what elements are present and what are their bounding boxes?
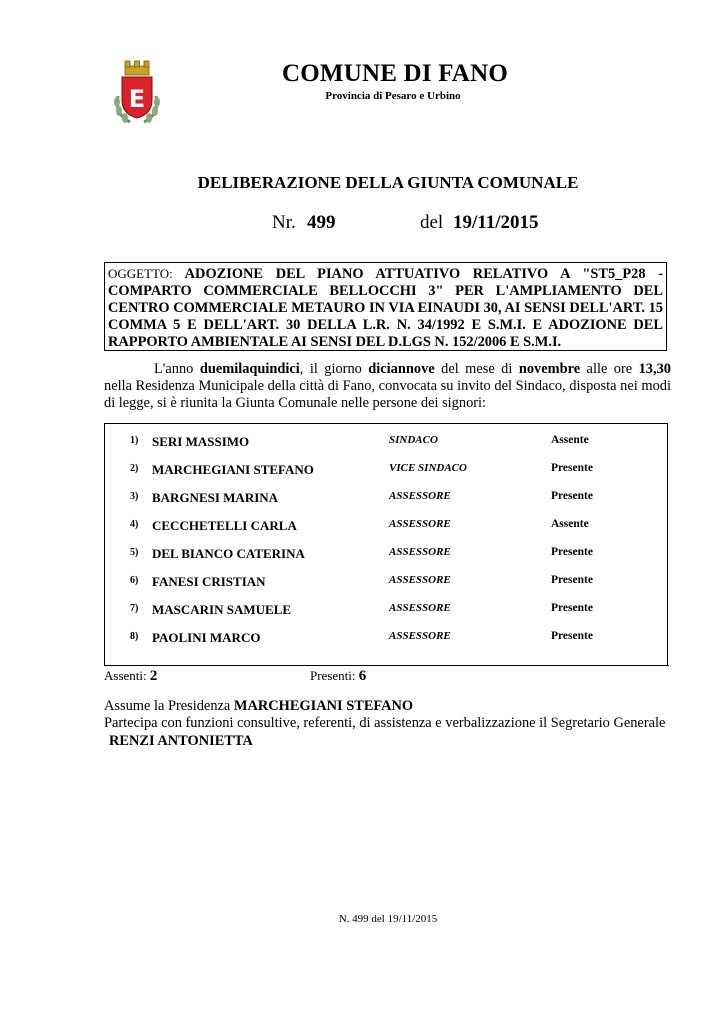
member-row	[105, 572, 665, 592]
member-number: 2)	[130, 463, 139, 474]
province-subtitle: Provincia di Pesaro e Urbino	[325, 90, 461, 102]
date-label: del	[420, 212, 444, 233]
member-row	[105, 488, 665, 508]
member-role: ASSESSORE	[389, 518, 451, 530]
deliberation-number: 499	[307, 212, 336, 233]
member-status: Assente	[551, 518, 589, 530]
member-name: CECCHETELLI CARLA	[152, 518, 297, 533]
member-row	[105, 460, 665, 480]
number-label: Nr.	[272, 212, 296, 233]
member-role: ASSESSORE	[389, 602, 451, 614]
member-role: ASSESSORE	[389, 630, 451, 642]
crest-letter: E	[128, 85, 146, 113]
intro-day: diciannove	[368, 361, 435, 377]
member-status: Presente	[551, 490, 593, 502]
member-role: VICE SINDACO	[389, 462, 467, 474]
member-status: Presente	[551, 546, 593, 558]
member-role: ASSESSORE	[389, 546, 451, 558]
members-table	[104, 423, 668, 665]
intro-month: novembre	[518, 361, 581, 377]
member-number: 4)	[130, 519, 139, 530]
member-role: SINDACO	[389, 434, 438, 446]
secretary-line: Partecipa con funzioni consultive, referenti, di assistenza e verbalizzazione il Segretario Generale	[104, 715, 666, 731]
member-status: Assente	[551, 434, 589, 446]
oggetto-box	[104, 262, 667, 351]
member-row	[105, 544, 665, 564]
member-row	[105, 628, 665, 648]
member-name: FANESI CRISTIAN	[152, 574, 266, 589]
member-row	[105, 600, 665, 620]
member-number: 6)	[130, 575, 139, 586]
member-name: MASCARIN SAMUELE	[152, 602, 292, 617]
member-number: 8)	[130, 631, 139, 642]
member-row	[105, 516, 665, 536]
secretary-name: RENZI ANTONIETTA	[109, 733, 253, 749]
member-status: Presente	[551, 462, 593, 474]
member-row	[105, 432, 665, 452]
member-name: DEL BIANCO CATERINA	[152, 546, 305, 561]
member-name: PAOLINI MARCO	[152, 630, 261, 645]
deliberation-date: 19/11/2015	[453, 212, 539, 233]
member-number: 7)	[130, 603, 139, 614]
member-status: Presente	[551, 630, 593, 642]
presidenza-line: Assume la Presidenza MARCHEGIANI STEFANO	[104, 698, 414, 714]
intro-paragraph: L'anno duemilaquindici, il giorno diciannove del mese di novembre alle ore 13,30 nella Residenza Municipale della città di Fano, convocata su invito del Sindaco, disposta nei modi di legge, si è riunita la Giunta Comunale nelle persone dei signori:	[104, 361, 671, 411]
oggetto-label: OGGETTO:	[108, 266, 173, 281]
assenti-count: Assenti: 2	[104, 668, 158, 684]
member-name: SERI MASSIMO	[152, 434, 250, 449]
intro-year: duemilaquindici	[199, 361, 300, 377]
page-footer: N. 499 del 19/11/2015	[338, 913, 438, 925]
member-name: MARCHEGIANI STEFANO	[152, 462, 314, 477]
member-status: Presente	[551, 574, 593, 586]
president-name: MARCHEGIANI STEFANO	[233, 698, 414, 714]
member-role: ASSESSORE	[389, 490, 451, 502]
intro-time: 13,30	[638, 361, 671, 377]
member-status: Presente	[551, 602, 593, 614]
document-heading: DELIBERAZIONE DELLA GIUNTA COMUNALE	[197, 173, 579, 192]
member-name: BARGNESI MARINA	[152, 490, 279, 505]
member-role: ASSESSORE	[389, 574, 451, 586]
presenti-count: Presenti: 6	[310, 668, 367, 684]
member-number: 1)	[130, 435, 139, 446]
member-number: 5)	[130, 547, 139, 558]
comune-title: COMUNE DI FANO	[282, 60, 508, 87]
oggetto-text: ADOZIONE DEL PIANO ATTUATIVO RELATIVO A "ST5_P28 - COMPARTO COMMERCIALE BELLOCCHI 3" PER L'AMPLIAMENTO DEL CENTRO COMMERCIALE METAURO IN VIA EINAUDI 30, AI SENSI DELL'ART. 15 COMMA 5 E DELL'ART. 30 DELLA L.R. N. 34/1992 E S.M.I. E ADOZIONE DEL RAPPORTO AMBIENTALE AI SENSI DEL D.LGS N. 152/2006 E S.M.I.	[108, 266, 663, 350]
member-number: 3)	[130, 491, 139, 502]
